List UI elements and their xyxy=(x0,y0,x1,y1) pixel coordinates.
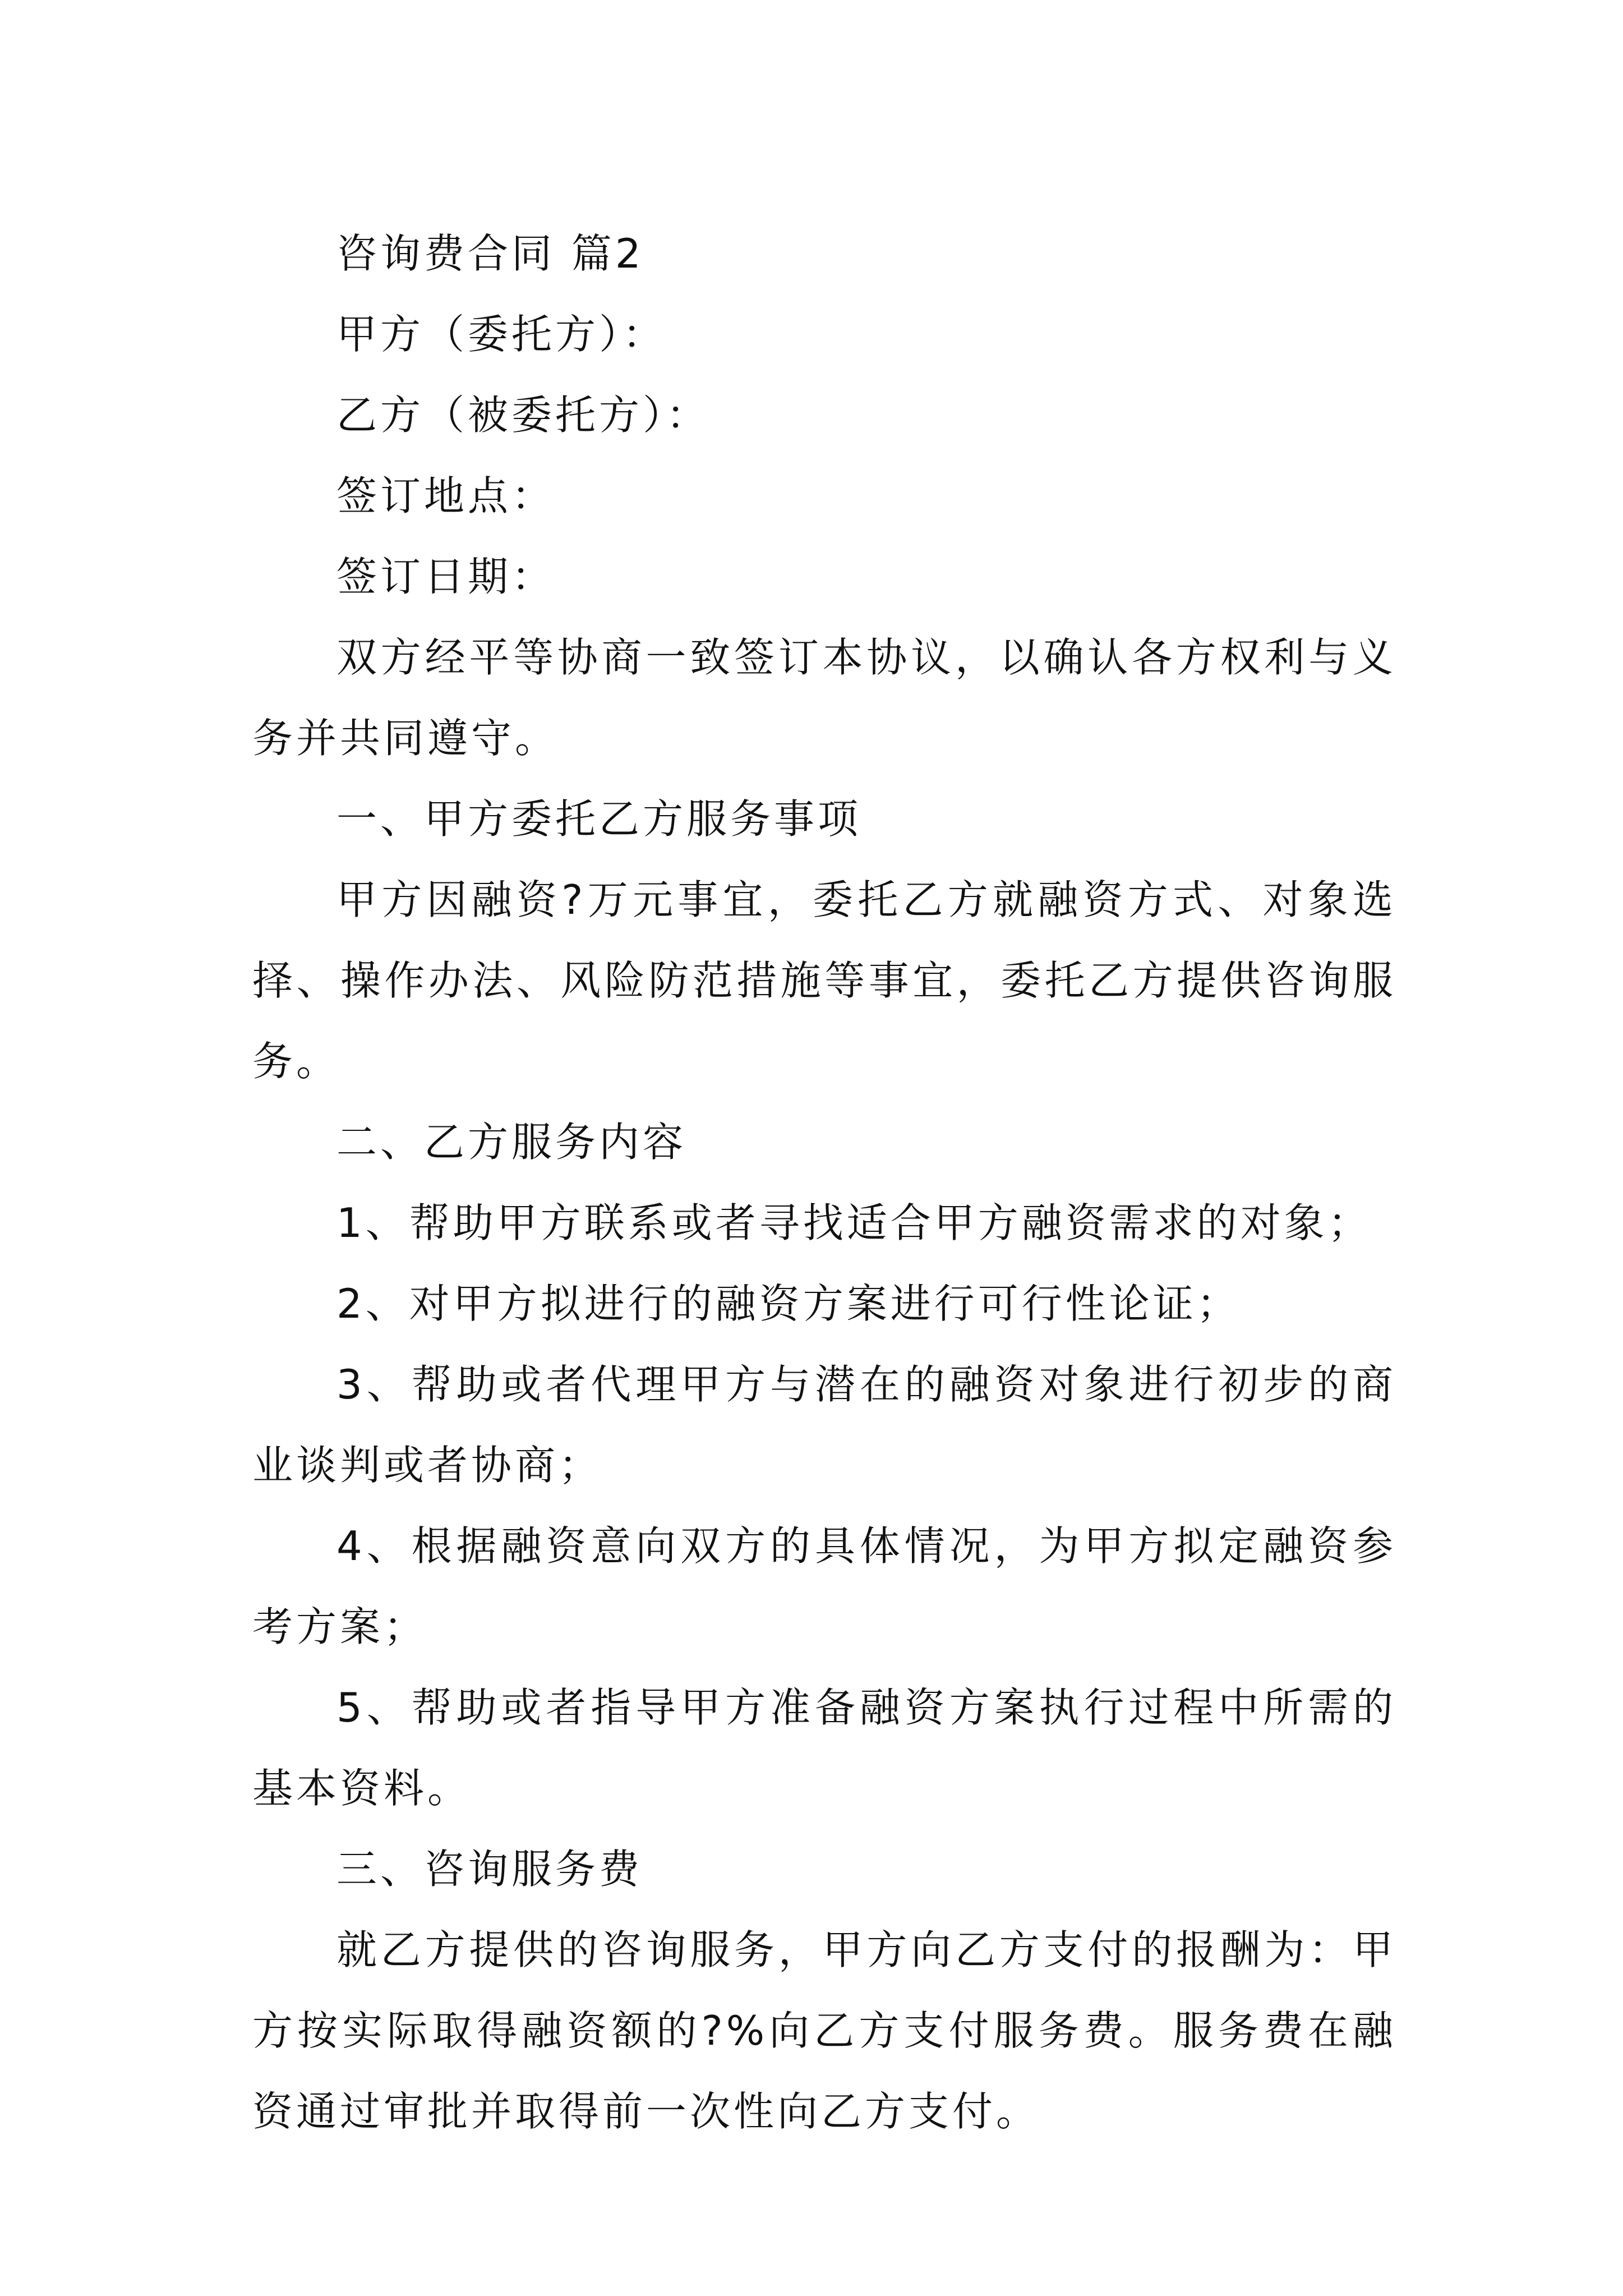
party-a-field: 甲方（委托方）： xyxy=(336,311,667,358)
service-item-3: 3、帮助或者代理甲方与潜在的融资对象进行初步的商业谈判或者协商； xyxy=(252,1361,1396,1489)
document-body xyxy=(252,213,1396,2152)
document-title: 咨询费合同 篇2 xyxy=(336,230,644,277)
service-item-2: 2、对甲方拟进行的融资方案进行可行性论证； xyxy=(336,1280,1241,1327)
signing-place-field: 签订地点： xyxy=(336,472,556,519)
section-3-paragraph: 就乙方提供的咨询服务，甲方向乙方支付的报酬为：甲方按实际取得融资额的?%向乙方支付服务费。服务费在融资通过审批并取得前一次性向乙方支付。 xyxy=(252,1926,1396,2135)
service-item-5: 5、帮助或者指导甲方准备融资方案执行过程中所需的基本资料。 xyxy=(252,1684,1396,1812)
signing-date-field: 签订日期： xyxy=(336,553,556,600)
service-item-1: 1、帮助甲方联系或者寻找适合甲方融资需求的对象； xyxy=(336,1199,1372,1246)
preamble-paragraph: 双方经平等协商一致签订本协议，以确认各方权利与义务并共同遵守。 xyxy=(252,634,1396,762)
section-heading-1: 一、甲方委托乙方服务事项 xyxy=(336,795,862,843)
section-1-paragraph: 甲方因融资?万元事宜，委托乙方就融资方式、对象选择、操作办法、风险防范措施等事宜，委托乙方提供咨询服务。 xyxy=(252,876,1396,1085)
service-item-4: 4、根据融资意向双方的具体情况，为甲方拟定融资参考方案； xyxy=(252,1522,1396,1650)
section-heading-2: 二、乙方服务内容 xyxy=(336,1119,687,1166)
section-heading-3: 三、咨询服务费 xyxy=(336,1846,643,1893)
party-b-field: 乙方（被委托方）： xyxy=(336,392,711,439)
